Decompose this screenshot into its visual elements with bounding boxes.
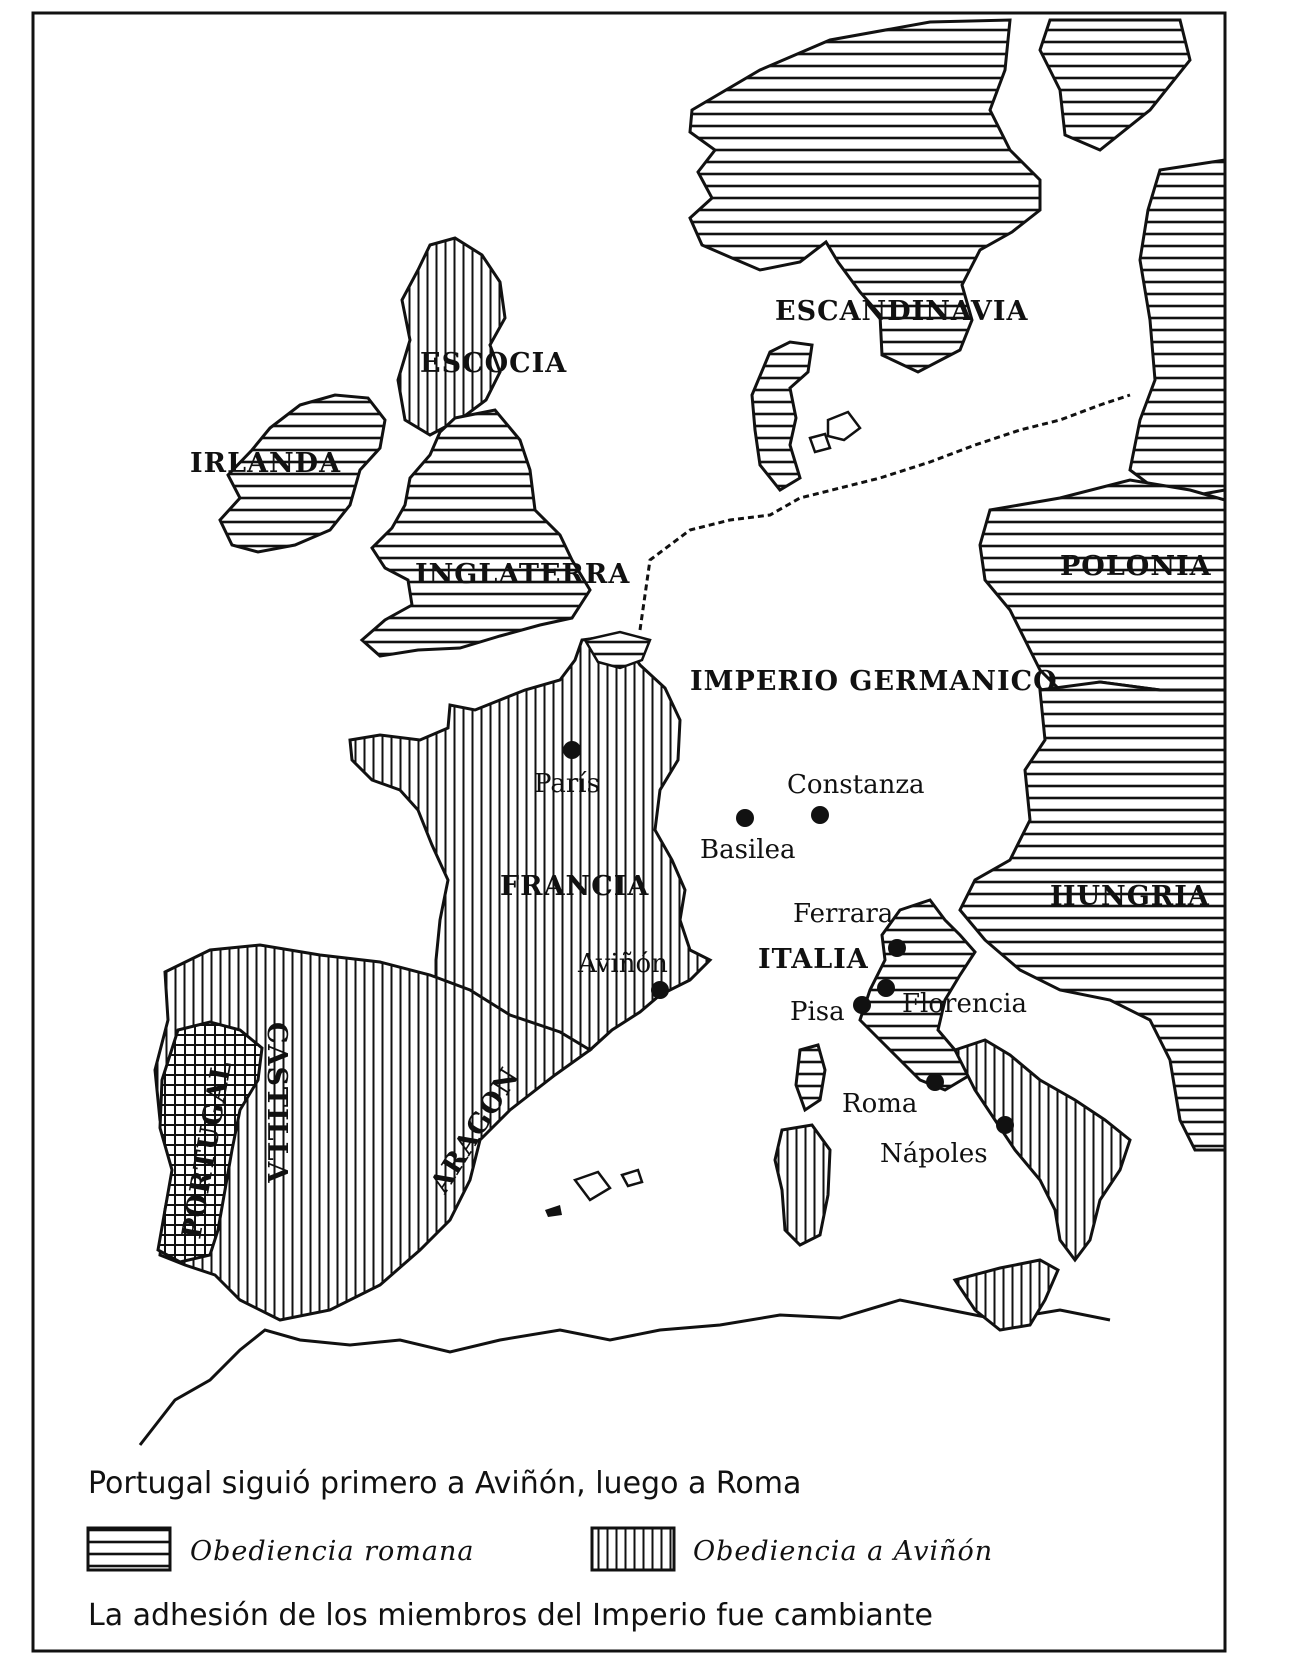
scandinavia-north-shape [1040, 20, 1190, 150]
poland-shape [980, 480, 1225, 690]
legend-swatch-romana [88, 1528, 170, 1570]
city-dot-florencia [877, 979, 895, 997]
city-dot-napoles [996, 1116, 1014, 1134]
label-francia: FRANCIA [500, 871, 650, 902]
baltic-east-shape [1130, 160, 1225, 500]
city-label-napoles: Nápoles [880, 1139, 988, 1169]
note-imperio: La adhesión de los miembros del Imperio fue cambiante [88, 1598, 933, 1633]
legend-swatch-avinon [592, 1528, 674, 1570]
label-hungria: HUNGRIA [1050, 881, 1210, 912]
denmark-shape [752, 342, 812, 490]
city-label-ferrara: Ferrara [793, 899, 894, 929]
danish-island-2 [810, 434, 830, 452]
label-castilla: CASTILLA [261, 1022, 292, 1184]
city-label-florencia: Florencia [902, 989, 1027, 1019]
sicily-shape [955, 1260, 1058, 1330]
city-dot-avinon [651, 981, 669, 999]
balearic-island-2 [622, 1170, 642, 1186]
city-label-pisa: Pisa [790, 997, 845, 1027]
city-dot-constanza [811, 806, 829, 824]
city-label-roma: Roma [842, 1089, 918, 1119]
danish-island [828, 412, 860, 440]
label-inglaterra: INGLATERRA [415, 559, 631, 590]
city-dot-basilea [736, 809, 754, 827]
label-escandinavia: ESCANDINAVIA [775, 296, 1029, 327]
label-aragon: ARAGON [424, 1062, 526, 1199]
legend-label-romana: Obediencia romana [190, 1536, 475, 1567]
label-polonia: POLONIA [1060, 551, 1212, 582]
note-portugal: Portugal siguió primero a Aviñón, luego a Roma [88, 1466, 802, 1501]
legend-label-avinon: Obediencia a Aviñón [693, 1536, 994, 1567]
england-shape [362, 410, 590, 656]
label-irlanda: IRLANDA [190, 448, 342, 479]
scotland-shape [398, 238, 505, 435]
city-label-avinon: Aviñón [578, 949, 668, 979]
city-dot-paris [563, 741, 581, 759]
city-dot-roma [926, 1073, 944, 1091]
label-italia: ITALIA [758, 944, 869, 975]
city-dot-pisa [853, 996, 871, 1014]
africa-coast [140, 1300, 1110, 1445]
label-imperio-germanico: IMPERIO GERMANICO [690, 666, 1058, 697]
city-label-basilea: Basilea [700, 835, 796, 865]
label-portugal: PORTUGAL [176, 1058, 239, 1242]
city-dot-ferrara [888, 939, 906, 957]
balearic-island [575, 1172, 610, 1200]
corsica-shape [796, 1045, 825, 1110]
label-escocia: ESCOCIA [420, 348, 568, 379]
sardinia-shape [775, 1125, 830, 1245]
city-label-constanza: Constanza [787, 770, 925, 800]
city-label-paris: París [534, 769, 600, 799]
balearic-island-3 [545, 1205, 562, 1217]
